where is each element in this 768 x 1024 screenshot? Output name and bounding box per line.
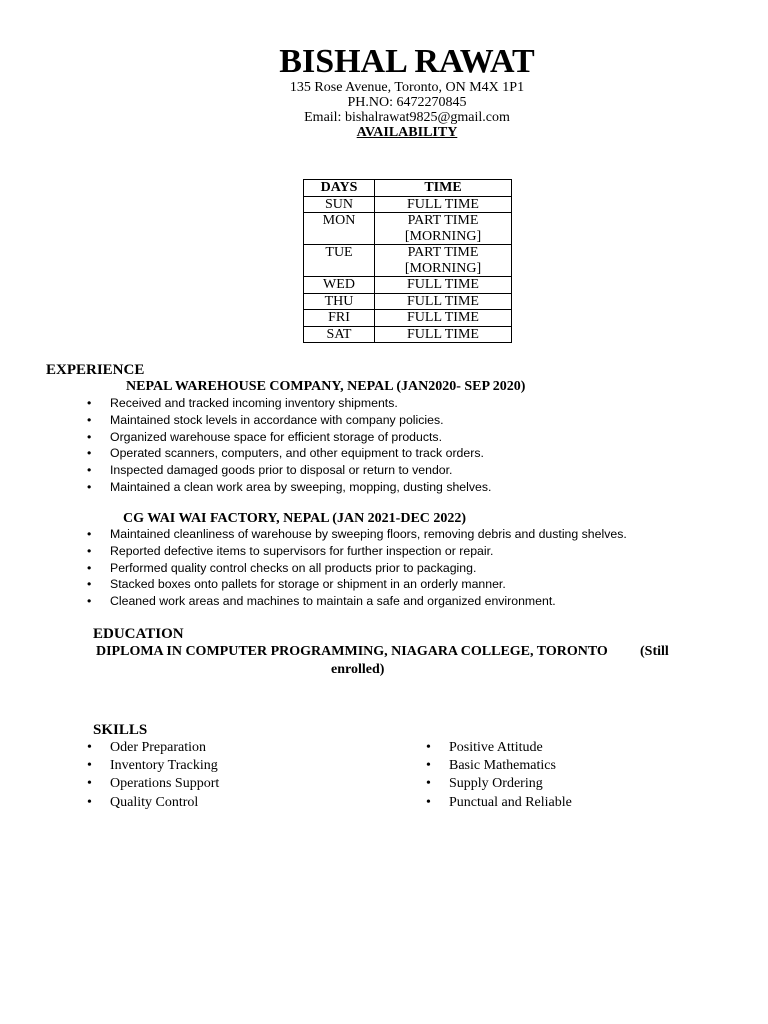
phone-line: PH.NO: 6472270845	[347, 95, 467, 110]
skills-right-list	[426, 739, 726, 812]
list-item: • Operated scanners, computers, and other equipment to track orders.	[87, 445, 727, 462]
day-cell: MON	[304, 213, 375, 245]
job-1-duties	[87, 395, 727, 496]
time-cell: FULL TIME	[375, 326, 512, 343]
time-note: [MORNING]	[404, 228, 482, 244]
list-item: • Operations Support	[87, 775, 387, 793]
resume-name: BISHAL RAWAT	[279, 43, 535, 80]
time-cell: FULL TIME	[375, 196, 512, 213]
list-item: • Inventory Tracking	[87, 757, 387, 775]
day-cell: SUN	[304, 196, 375, 213]
job-title-1: NEPAL WAREHOUSE COMPANY, NEPAL (JAN2020- SEP 2020)	[126, 379, 526, 394]
table-header-row	[304, 180, 512, 197]
time-cell: PART TIME [MORNING]	[375, 245, 512, 277]
table-row	[304, 213, 512, 245]
job-title-2: CG WAI WAI FACTORY, NEPAL (JAN 2021-DEC 2022)	[123, 511, 467, 526]
table-row	[304, 310, 512, 327]
list-item: • Organized warehouse space for efficient storage of products.	[87, 429, 727, 446]
time-column-header: TIME	[375, 180, 512, 197]
days-column-header: DAYS	[304, 180, 375, 197]
experience-heading: EXPERIENCE	[46, 362, 145, 378]
day-cell: THU	[304, 293, 375, 310]
time-cell: FULL TIME	[375, 310, 512, 327]
skills-heading: SKILLS	[93, 722, 148, 738]
list-item: • Positive Attitude	[426, 739, 726, 757]
day-cell: SAT	[304, 326, 375, 343]
day-cell: FRI	[304, 310, 375, 327]
list-item: • Basic Mathematics	[426, 757, 726, 775]
education-status-open: (Still	[640, 644, 669, 659]
time-note: [MORNING]	[404, 260, 482, 276]
list-item: • Maintained a clean work area by sweeping, mopping, dusting shelves.	[87, 479, 727, 496]
list-item: • Reported defective items to supervisors for further inspection or repair.	[87, 543, 727, 560]
list-item: • Received and tracked incoming inventory shipments.	[87, 395, 727, 412]
day-cell: TUE	[304, 245, 375, 277]
availability-table	[303, 179, 512, 343]
time-cell: PART TIME [MORNING]	[375, 213, 512, 245]
list-item: • Punctual and Reliable	[426, 794, 726, 812]
availability-heading: AVAILABILITY	[356, 125, 458, 140]
table-row	[304, 293, 512, 310]
table-row	[304, 326, 512, 343]
time-cell: FULL TIME	[375, 293, 512, 310]
list-item: • Maintained cleanliness of warehouse by sweeping floors, removing debris and dusting shelves.	[87, 526, 727, 543]
list-item: • Inspected damaged goods prior to disposal or return to vendor.	[87, 462, 727, 479]
list-item: • Performed quality control checks on all products prior to packaging.	[87, 560, 727, 577]
list-item: • Cleaned work areas and machines to maintain a safe and organized environment.	[87, 593, 727, 610]
list-item: • Quality Control	[87, 794, 387, 812]
time-cell: FULL TIME	[375, 277, 512, 294]
job-2-duties	[87, 526, 727, 610]
skills-left-list	[87, 739, 387, 812]
list-item: • Oder Preparation	[87, 739, 387, 757]
education-heading: EDUCATION	[93, 626, 184, 642]
email-line: Email: bishalrawat9825@gmail.com	[304, 110, 510, 125]
day-cell: WED	[304, 277, 375, 294]
list-item: • Supply Ordering	[426, 775, 726, 793]
list-item: • Maintained stock levels in accordance with company policies.	[87, 412, 727, 429]
address-line: 135 Rose Avenue, Toronto, ON M4X 1P1	[289, 80, 525, 95]
education-degree: DIPLOMA IN COMPUTER PROGRAMMING, NIAGARA COLLEGE, TORONTO	[96, 644, 608, 659]
list-item: • Stacked boxes onto pallets for storage or shipment in an orderly manner.	[87, 576, 727, 593]
table-row	[304, 277, 512, 294]
table-row	[304, 196, 512, 213]
table-row	[304, 245, 512, 277]
education-status-close: enrolled)	[331, 662, 385, 677]
